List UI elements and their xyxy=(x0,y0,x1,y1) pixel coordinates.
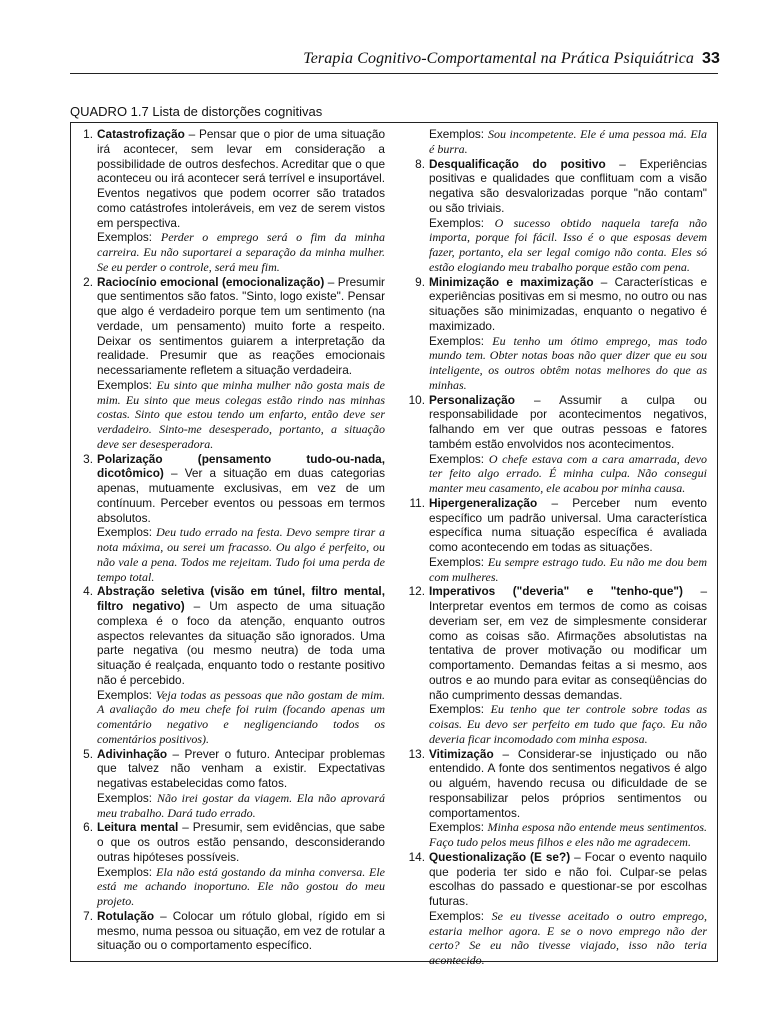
examples-text: O sucesso obtido naquela tarefa não importa, porque foi fácil. Isso é o que esposas devem fazer, portanto, ela ser legal comigo não conta. Eles só estão elogiando meu trabalho porque estão com pena. xyxy=(429,215,708,274)
distortion-item: 6. Leitura mental – Presumir, sem evidências, que sabe o que os outros estão pensando, desconsiderando outras hipóteses possíveis. Exemplos: Ela não está gostando da minha conversa. Ele está me achando inoportuno. Ele não gostou do meu projeto. xyxy=(75,820,385,909)
distortion-definition: Pensar que o pior de uma situação irá acontecer, sem levar em consideração a possibilidade de outros desfechos. Acreditar que o que aconteceu ou irá acontecer será terrível e insuportável. Eventos negativos que podem ocorrer são tratados como catástrofes intoleráveis, em vez de serem vistos em perspectiva. xyxy=(97,127,386,230)
item-number: 3. xyxy=(83,451,93,466)
examples-label: Exemplos: xyxy=(429,333,485,348)
distortion-item: 10. Personalização – Assumir a culpa ou responsabilidade por acontecimentos negativos, falhando em ver que outras pessoas e fatores também estão envolvidos nos acontecimentos. Exemplos: O chefe estava com a cara amarrada, devo ter feito algo errado. É minha culpa. Não consegui manter meu casamento, ele acabou por minha causa. xyxy=(408,392,708,495)
examples-text: Eu tenho um ótimo emprego, mas todo mundo tem. Obter notas boas não quer dizer que eu sou inteligente, os outros obtêm notas melhores do que as minhas. xyxy=(429,333,708,392)
distortion-term: Vitimização xyxy=(429,746,494,761)
examples-text: O chefe estava com a cara amarrada, devo ter feito algo errado. É minha culpa. Não consegui manter meu casamento, ele acabou por minha causa. xyxy=(429,451,708,495)
distortion-definition: Perceber num evento específico um padrão universal. Uma característica específica numa situação específica é avaliada como acontecendo em todas as situações. xyxy=(429,495,707,554)
distortion-definition: Um aspecto de uma situação complexa é o foco da atenção, enquanto outros aspectos relevantes da situação são ignorados. Uma parte negativa (ou mesmo neutra) de toda uma situação é realçada, enquanto todo o restante positivo não é percebido. xyxy=(97,599,385,687)
item-number: 11. xyxy=(409,495,425,510)
distortion-term: Rotulação xyxy=(97,908,155,923)
distortion-term: Raciocínio emocional (emocionalização) xyxy=(97,274,325,289)
table-label: QUADRO 1.7 xyxy=(70,104,149,119)
examples-label: Exemplos: xyxy=(429,215,485,230)
right-column xyxy=(407,127,708,967)
distortion-item: 9. Minimização e maximização – Características e experiências positivas em si mesmo, no outro ou nas situações são minimizadas, enquanto o negativo é maximizado. Exemplos: Eu tenho um ótimo emprego, mas todo mundo tem. Obter notas boas não quer dizer que eu sou inteligente, os outros obtêm notas melhores do que as minhas. xyxy=(407,275,707,393)
distortion-term: Minimização e maximização xyxy=(429,274,594,289)
distortion-item: 12. Imperativos ("deveria" e "tenho-que") – Interpretar eventos em termos de como as coisas deveriam ser, em vez de simplesmente considerar como as coisas são. Afirmações absolutistas na tentativa de prover motivação ou modificar um comportamento. Demandas feitas a si mesmo, aos outros e ao mundo para evitar as conseqüências do não cumprimento dessas demandas. Exemplos: Eu tenho que ter controle sobre todas as coisas. Eu devo ser perfeito em tudo que faço. Eu não deveria ficar incomodado com minha esposa. xyxy=(408,584,708,746)
distortion-term: Adivinhação xyxy=(97,746,168,761)
examples-text: Ela não está gostando da minha conversa. Ele está me achando inoportuno. Ele não gostou do meu projeto. xyxy=(97,864,385,908)
distortion-term: Polarização (pensamento tudo-ou-nada, dicotômico) xyxy=(97,451,385,481)
examples-label: Exemplos: xyxy=(429,702,485,717)
left-column xyxy=(75,127,385,957)
item-number: 12. xyxy=(408,584,425,599)
examples-text: Eu sinto que minha mulher não gosta mais de mim. Eu sinto que meus colegas estão rindo nas minhas costas. Sinto que estou tendo um enfarto, então deve ser verdadeiro. Sinto-me desesperado, portanto, a situação deve ser desesperadora. xyxy=(97,377,385,451)
examples-label: Exemplos: xyxy=(97,864,153,879)
examples-label: Exemplos: xyxy=(429,908,485,923)
examples-label: Exemplos: xyxy=(97,790,153,805)
item-number: 7. xyxy=(83,908,93,923)
distortion-term: Leitura mental xyxy=(97,820,179,835)
header-rule xyxy=(70,73,718,74)
distortion-definition: Presumir que sentimentos são fatos. "Sinto, logo existe". Pensar que algo é verdadeiro porque tem um sentimento (na verdade, um pensamento) muito forte a respeito. Deixar os sentimentos guiarem a interpretação da realidade. Presumir que as reações emocionais necessariamente refletem a situação verdadeira. xyxy=(97,274,385,377)
distortion-definition: Experiências positivas e qualidades que conflituam com a visão negativa são desvalorizadas porque "não contam" ou são triviais. xyxy=(429,156,707,215)
distortion-item: 13. Vitimização – Considerar-se injustiçado ou não entendido. A fonte dos sentimentos negativos é algo ou alguém, havendo recusa ou dificuldade de se responsabilizar pelos próprios sentimentos ou comportamentos. Exemplos: Minha esposa não entende meus sentimentos. Faço tudo pelos meus filhos e eles não me agradecem. xyxy=(408,746,707,849)
distortion-term: Personalização xyxy=(429,392,515,407)
distortion-term: Questionalização (E se?) xyxy=(429,849,571,864)
examples-label: Exemplos: xyxy=(97,687,153,702)
distortion-item: 5. Adivinhação – Prever o futuro. Antecipar problemas que talvez não venham a existir. Expectativas negativas estabelecidas como fatos. Exemplos: Não irei gostar da viagem. Ela não aprovará meu trabalho. Dará tudo errado. xyxy=(75,747,385,821)
distortion-item: 11. Hipergeneralização – Perceber num evento específico um padrão universal. Uma característica específica numa situação específica é avaliada como acontecendo em todas as situações. Exemplos: Eu sempre estrago tudo. Eu não me dou bem com mulheres. xyxy=(407,496,707,585)
distortion-definition: Presumir, sem evidências, que sabe o que os outros estão pensando, desconsiderando outras hipóteses possíveis. xyxy=(97,820,385,864)
distortion-definition: Focar o evento naquilo que poderia ter sido e não foi. Culpar-se pelas escolhas do passado e questionar-se por escolhas futuras. xyxy=(429,849,707,908)
distortion-definition: Características e experiências positivas em si mesmo, no outro ou nas situações são minimizadas, enquanto o negativo é maximizado. xyxy=(429,274,707,333)
distortion-item: 7. Rotulação – Colocar um rótulo global, rígido em si mesmo, numa pessoa ou situação, em vez de rotular a situação ou o comportamento específico. xyxy=(75,909,385,953)
page-number: 33 xyxy=(702,50,720,67)
distortion-definition: Colocar um rótulo global, rígido em si mesmo, numa pessoa ou situação, em vez de rotular a situação ou o comportamento específico. xyxy=(97,908,385,953)
distortion-definition: Prever o futuro. Antecipar problemas que talvez não venham a existir. Expectativas negativas estabelecidas como fatos. xyxy=(97,746,385,790)
running-title: Terapia Cognitivo-Comportamental na Prática Psiquiátrica xyxy=(303,50,694,67)
item-number: 8. xyxy=(415,156,425,171)
examples-text: Veja todas as pessoas que não gostam de mim. A avaliação do meu chefe foi ruim (focando apenas um comentário negativo e negligenciando todos os comentários positivos). xyxy=(97,687,385,746)
distortion-item: 3. Polarização (pensamento tudo-ou-nada, dicotômico) – Ver a situação em duas categorias apenas, mutuamente exclusivas, em vez de um contínuum. Perceber eventos ou pessoas em termos absolutos. Exemplos: Deu tudo errado na festa. Devo sempre tirar a nota máxima, ou serei um fracasso. Ou algo é perfeito, ou não vale a pena. Todos me rejeitam. Tudo foi uma perda de tempo total. xyxy=(75,452,385,585)
examples-text: Se eu tivesse aceitado o outro emprego, estaria melhor agora. E se o novo emprego não der certo? Se eu não tivesse viajado, isso não teria acontecido. xyxy=(429,908,708,967)
table-title: Lista de distorções cognitivas xyxy=(152,104,323,119)
examples-text: Deu tudo errado na festa. Devo sempre tirar a nota máxima, ou serei um fracasso. Ou algo é perfeito, ou não vale a pena. Todos me rejeitam. Tudo foi uma perda de tempo total. xyxy=(97,525,385,584)
examples-text: Eu sempre estrago tudo. Eu não me dou bem com mulheres. xyxy=(429,554,707,584)
examples-label: Exemplos: xyxy=(429,127,485,141)
examples-text: Minha esposa não entende meus sentimentos. Faço tudo pelos meus filhos e eles não me agradecem. xyxy=(429,820,707,849)
distortion-term: Desqualificação do positivo xyxy=(429,156,606,171)
item-number: 1. xyxy=(83,127,93,141)
distortions-table xyxy=(70,122,718,967)
running-head xyxy=(303,50,720,68)
distortion-item: 14. Questionalização (E se?) – Focar o evento naquilo que poderia ter sido e não foi. Culpar-se pelas escolhas do passado e questionar-se por escolhas futuras. Exemplos: Se eu tivesse aceitado o outro emprego, estaria melhor agora. E se o novo emprego não der certo? Se eu não tivesse viajado, isso não teria acontecido. xyxy=(408,849,708,967)
distortion-term: Abstração seletiva (visão em túnel, filtro mental, filtro negativo) xyxy=(97,584,385,613)
examples-text: Eu tenho que ter controle sobre todas as coisas. Eu devo ser perfeito em tudo que faço. Eu não deveria ficar incomodado com minha esposa. xyxy=(429,702,708,746)
item-number: 9. xyxy=(415,274,425,289)
distortion-term: Hipergeneralização xyxy=(429,495,538,510)
distortion-term: Imperativos ("deveria" e "tenho-que") xyxy=(429,584,683,599)
distortion-definition: Considerar-se injustiçado ou não entendido. A fonte dos sentimentos negativos é algo ou alguém, havendo recusa ou dificuldade de se responsabilizar pelos próprios sentimentos ou comportamentos. xyxy=(429,746,707,820)
distortion-item: 2. Raciocínio emocional (emocionalização) – Presumir que sentimentos são fatos. "Sinto, logo existe". Pensar que algo é verdadeiro porque tem um sentimento (na verdade, um pensamento) muito forte a respeito. Deixar os sentimentos guiarem a interpretação da realidade. Presumir que as reações emocionais necessariamente refletem a situação verdadeira. Exemplos: Eu sinto que minha mulher não gosta mais de mim. Eu sinto que meus colegas estão rindo nas minhas costas. Sinto que estou tendo um enfarto, então deve ser verdadeiro. Sinto-me desesperado, portanto, a situação deve ser desesperadora. xyxy=(75,275,385,452)
examples-label: Exemplos: xyxy=(97,377,153,392)
item-number: 5. xyxy=(83,746,93,761)
distortion-item: 4. Abstração seletiva (visão em túnel, filtro mental, filtro negativo) – Um aspecto de uma situação complexa é o foco da atenção, enquanto outros aspectos relevantes da situação são ignorados. Uma parte negativa (ou mesmo neutra) de toda uma situação é realçada, enquanto todo o restante positivo não é percebido. Exemplos: Veja todas as pessoas que não gostam de mim. A avaliação do meu chefe foi ruim (focando apenas um comentário negativo e negligenciando todos os comentários positivos). xyxy=(75,584,385,746)
distortion-definition: Interpretar eventos em termos de como as coisas deveriam ser, em vez de simplesmente considerar como as coisas são. Afirmações absolutistas na tentativa de prover motivação ou modificar um comportamento. Demandas feitas a si mesmo, aos outros e ao mundo para evitar as conseqüências do não cumprimento dessas demandas. xyxy=(429,599,707,702)
examples-label: Exemplos: xyxy=(429,554,485,569)
item-number: 4. xyxy=(83,584,93,599)
examples-text: Sou incompetente. Ele é uma pessoa má. Ela é burra. xyxy=(429,127,708,156)
examples-label: Exemplos: xyxy=(429,451,485,466)
examples-label: Exemplos: xyxy=(429,820,485,835)
distortion-term: Catastrofização xyxy=(97,127,185,141)
distortion-item: 8. Desqualificação do positivo – Experiências positivas e qualidades que conflituam com a visão negativa são desvalorizadas porque "não contam" ou são triviais. Exemplos: O sucesso obtido naquela tarefa não importa, porque foi fácil. Isso é o que esposas devem fazer, portanto, ela ser legal comigo não conta. Eles só estão elogiando meu trabalho porque estão com pena. xyxy=(407,157,707,275)
item-number: 6. xyxy=(83,820,93,835)
distortion-definition: Assumir a culpa ou responsabilidade por acontecimentos negativos, falhando em ver que outras pessoas e fatores também estão envolvidos nos acontecimentos. xyxy=(429,392,707,451)
item-number: 10. xyxy=(408,392,425,407)
distortion-item: 1. Catastrofização – Pensar que o pior de uma situação irá acontecer, sem levar em consideração a possibilidade de outros desfechos. Acreditar que o que aconteceu ou irá acontecer será terrível e insuportável. Eventos negativos que podem ocorrer são tratados como catástrofes intoleráveis, em vez de serem vistos em perspectiva. Exemplos: Perder o emprego será o fim da minha carreira. Eu não suportarei a separação da minha mulher. Se eu perder o controle, será meu fim. xyxy=(75,127,385,275)
examples-label: Exemplos: xyxy=(97,230,153,245)
examples-text: Não irei gostar da viagem. Ela não aprovará meu trabalho. Dará tudo errado. xyxy=(97,790,386,820)
continued-examples xyxy=(407,127,707,157)
item-number: 14. xyxy=(408,849,425,864)
distortion-definition: Ver a situação em duas categorias apenas, mutuamente exclusivas, em vez de um contínuum. Perceber eventos ou pessoas em termos absolutos. xyxy=(97,466,385,525)
item-number: 13. xyxy=(408,746,425,761)
item-number: 2. xyxy=(83,274,93,289)
examples-label: Exemplos: xyxy=(97,525,153,540)
examples-text: Perder o emprego será o fim da minha carreira. Eu não suportarei a separação da minha mulher. Se eu perder o controle, será meu fim. xyxy=(97,230,386,274)
table-caption xyxy=(70,104,322,119)
